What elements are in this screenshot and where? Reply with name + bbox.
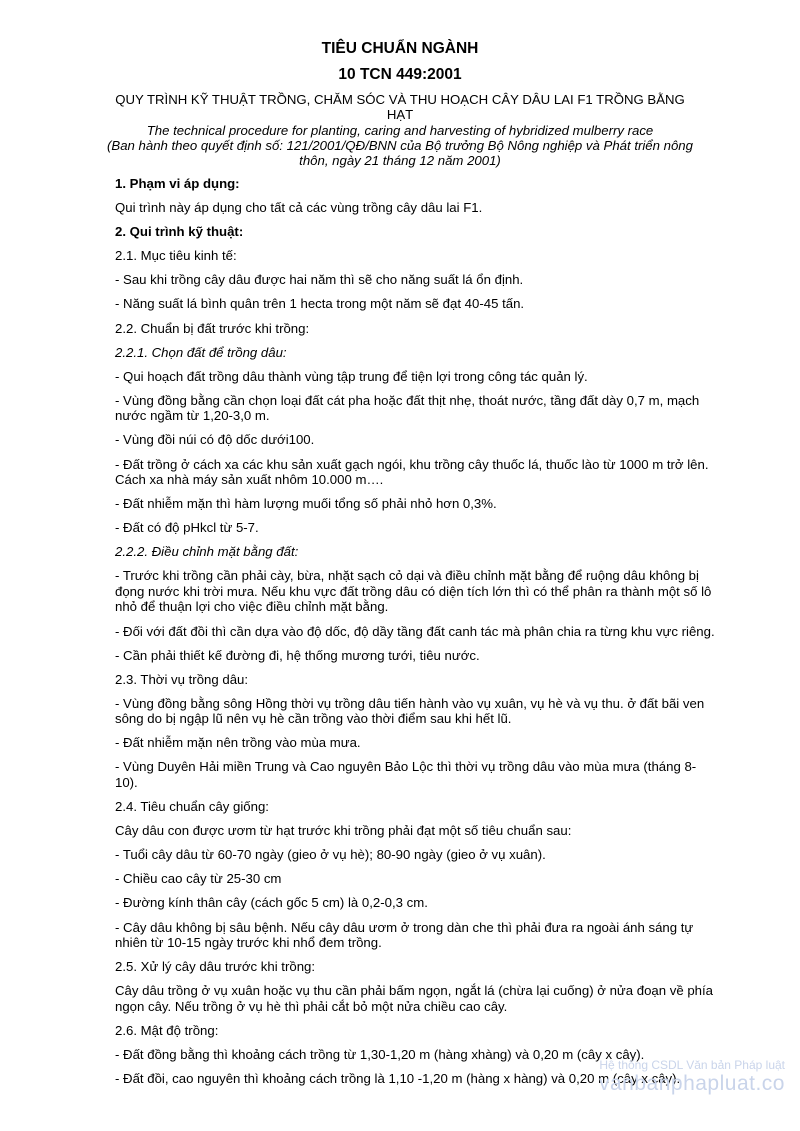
paragraph: - Cần phải thiết kế đường đi, hệ thống mương tưới, tiêu nước. [115, 647, 480, 663]
paragraph: - Vùng đồng bằng cần chọn loại đất cát pha hoặc đất thịt nhẹ, thoát nước, tầng đất dày 0,7 m, mạch nước ngầm từ 1,20-3,0 m. [115, 392, 700, 424]
section-heading: 2. Qui trình kỹ thuật: [115, 224, 244, 240]
watermark-line-1: Hệ thống CSDL Văn bản Pháp luật [599, 1058, 785, 1072]
english-title: The technical procedure for planting, caring and harvesting of hybridized mulberry race [146, 123, 654, 138]
document-title: TIÊU CHUẨN NGÀNH [321, 40, 479, 57]
watermark-line-2: vanbanphapluat.co [599, 1072, 785, 1095]
subsection-heading: 2.2.1. Chọn đất để trồng dâu: [115, 344, 287, 360]
document-subtitle: QUY TRÌNH KỸ THUẬT TRỒNG, CHĂM SÓC VÀ THU HOẠCH CÂY DÂU LAI F1 TRỒNG BẰNG HẠT [115, 92, 685, 122]
paragraph: - Đất có độ pHkcl từ 5-7. [115, 520, 259, 536]
paragraph: - Đất đồi, cao nguyên thì khoảng cách trồng là 1,10 -1,20 m (hàng x hàng) và 0,20 m (cây x cây). [115, 1071, 681, 1086]
paragraph: 2.2. Chuẩn bị đất trước khi trồng: [115, 320, 310, 336]
paragraph: - Trước khi trồng cần phải cày, bừa, nhặt sạch cỏ dại và điều chỉnh mặt bằng để ruộng dâu không bị đọng nước khi trời mưa. Nếu khu vực đất trồng dâu có diện tích lớn thì có thể phân ra thành một số lô nhỏ để thuận lợi cho việc điều chỉnh mặt bằng. [115, 568, 712, 615]
paragraph: Qui trình này áp dụng cho tất cả các vùng trồng cây dâu lai F1. [115, 200, 483, 216]
paragraph: - Tuổi cây dâu từ 60-70 ngày (gieo ở vụ hè); 80-90 ngày (gieo ở vụ xuân). [115, 847, 546, 863]
document-code: 10 TCN 449:2001 [338, 66, 462, 83]
paragraph: - Sau khi trồng cây dâu được hai năm thì sẽ cho năng suất lá ổn định. [115, 272, 524, 288]
paragraph: - Vùng đồi núi có độ dốc dưới100. [115, 432, 315, 448]
paragraph: 2.6. Mật độ trồng: [115, 1022, 219, 1038]
paragraph: - Chiều cao cây từ 25-30 cm [115, 871, 282, 887]
paragraph: - Đất trồng ở cách xa các khu sản xuất gạch ngói, khu trồng cây thuốc lá, thuốc lào từ 1000 m trở lên. Cách xa nhà máy sản xuất nhôm 10.000 m…. [115, 456, 709, 488]
subsection-heading: 2.2.2. Điều chỉnh mặt bằng đất: [115, 544, 299, 560]
paragraph: 2.3. Thời vụ trồng dâu: [115, 671, 249, 687]
paragraph: - Đường kính thân cây (cách gốc 5 cm) là 0,2-0,3 cm. [115, 895, 428, 911]
paragraph: - Vùng Duyên Hải miền Trung và Cao nguyên Bảo Lộc thì thời vụ trồng dâu vào mùa mưa (tháng 8-10). [115, 759, 697, 790]
paragraph: 2.5. Xử lý cây dâu trước khi trồng: [115, 959, 316, 975]
paragraph: 2.1. Mục tiêu kinh tế: [115, 248, 237, 264]
issuance-note: (Ban hành theo quyết định số: 121/2001/QĐ/BNN của Bộ trưởng Bộ Nông nghiệp và Phát triển nông thôn, ngày 21 tháng 12 năm 2001) [107, 138, 693, 168]
section-heading: 1. Phạm vi áp dụng: [115, 176, 240, 191]
paragraph: - Đất nhiễm mặn nên trồng vào mùa mưa. [115, 735, 361, 751]
paragraph: - Đất đồng bằng thì khoảng cách trồng từ 1,30-1,20 m (hàng xhàng) và 0,20 m (cây x cây). [115, 1046, 645, 1062]
watermark [545, 1058, 785, 1096]
paragraph: - Qui hoạch đất trồng dâu thành vùng tập trung để tiện lợi trong công tác quản lý. [115, 368, 588, 384]
paragraph: - Cây dâu không bị sâu bệnh. Nếu cây dâu ươm ở trong dàn che thì phải đưa ra ngoài ánh sáng tự nhiên từ 10-15 ngày trước khi nhổ đem trồng. [115, 919, 694, 951]
paragraph: - Đất nhiễm mặn thì hàm lượng muối tổng số phải nhỏ hơn 0,3%. [115, 496, 497, 512]
paragraph: - Năng suất lá bình quân trên 1 hecta trong một năm sẽ đạt 40-45 tấn. [115, 296, 525, 312]
paragraph: 2.4. Tiêu chuẩn cây giống: [115, 799, 269, 815]
paragraph: Cây dâu con được ươm từ hạt trước khi trồng phải đạt một số tiêu chuẩn sau: [115, 823, 572, 839]
paragraph: Cây dâu trồng ở vụ xuân hoặc vụ thu cần phải bấm ngọn, ngắt lá (chừa lại cuống) ở nửa đoạn về phía ngọn cây. Nếu trồng ở vụ hè thì phải cắt bỏ một nửa chiều cao cây. [115, 983, 714, 1014]
paragraph: - Đối với đất đồi thì cần dựa vào độ dốc, độ dầy tầng đất canh tác mà phân chia ra từng khu vực riêng. [115, 623, 715, 639]
paragraph: - Vùng đồng bằng sông Hồng thời vụ trồng dâu tiến hành vào vụ xuân, vụ hè và vụ thu. ở đất bãi ven sông do bị ngập lũ nên vụ hè cần trồng vào thời điểm sau khi hết lũ. [115, 695, 705, 727]
document-body [115, 176, 715, 1095]
